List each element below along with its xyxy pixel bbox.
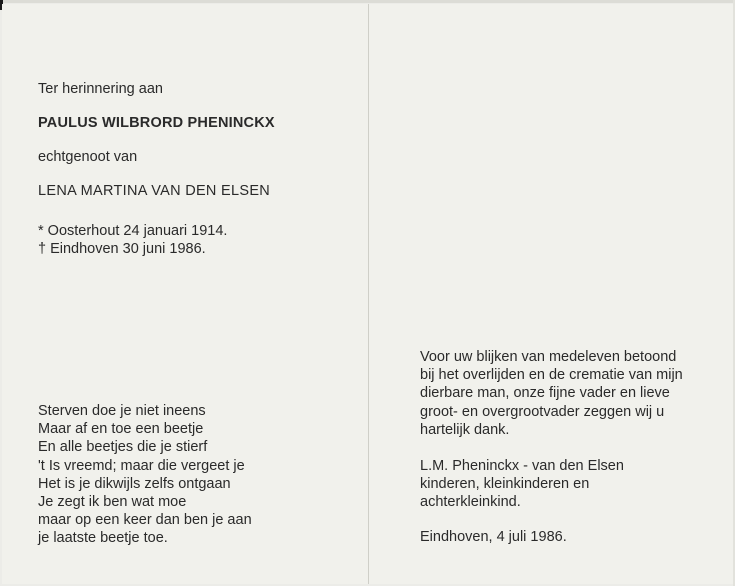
poem-line: Maar af en toe een beetje xyxy=(38,421,204,438)
poem-line: Je zegt ik ben wat moe xyxy=(38,494,187,511)
signature-line: L.M. Pheninckx - van den Elsen xyxy=(420,458,624,474)
poem-line: Sterven doe je niet ineens xyxy=(38,403,206,419)
thanks-line: dierbare man, onze fijne vader en lieve xyxy=(420,385,670,402)
signature-line: kinderen, kleinkinderen en xyxy=(420,476,590,493)
thanks-paragraph xyxy=(420,348,683,439)
thanks-line: Voor uw blijken van medeleven betoond xyxy=(420,349,677,365)
card-fold-line xyxy=(368,4,369,584)
thanks-line: hartelijk dank. xyxy=(420,421,510,438)
deceased-name: PAULUS WILBRORD PHENINCKX xyxy=(38,115,275,131)
death-line: † Eindhoven 30 juni 1986. xyxy=(38,241,206,257)
thanks-line: bij het overlijden en de crematie van mijn xyxy=(420,367,683,384)
relation-text: echtgenoot van xyxy=(38,149,138,165)
poem-line: 't Is vreemd; maar die vergeet je xyxy=(38,457,245,474)
poem-line: maar op een keer dan ben je aan xyxy=(38,512,252,529)
poem-line: En alle beetjes die je stierf xyxy=(38,439,208,456)
poem xyxy=(38,402,252,548)
place-date: Eindhoven, 4 juli 1986. xyxy=(420,529,567,545)
spouse-name: LENA MARTINA VAN DEN ELSEN xyxy=(38,183,271,199)
signature-line: achterkleinkind. xyxy=(420,494,521,511)
birth-line: * Oosterhout 24 januari 1914. xyxy=(38,223,228,239)
intro-text: Ter herinnering aan xyxy=(38,81,163,97)
poem-line: je laatste beetje toe. xyxy=(38,530,168,547)
signature-block xyxy=(420,457,624,512)
scan-top-edge xyxy=(0,0,735,3)
poem-line: Het is je dikwijls zelfs ontgaan xyxy=(38,475,231,492)
thanks-line: groot- en overgrootvader zeggen wij u xyxy=(420,403,665,420)
